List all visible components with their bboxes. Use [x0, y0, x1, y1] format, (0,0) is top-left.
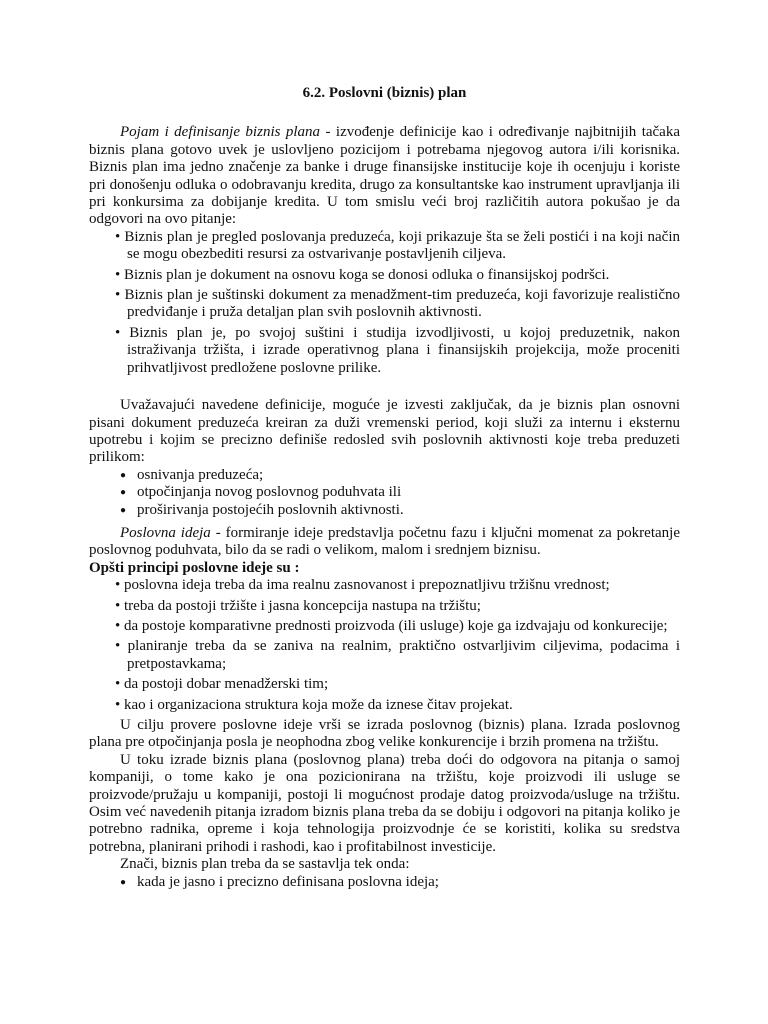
verification-paragraph: U cilju provere poslovne ideje vrši se izrada poslovnog (biznis) plana. Izrada poslovnog plana pre otpočinjanja posla je neophodna zbog velike konkurencije i brzih promena na tržištu.: [89, 717, 680, 751]
list-item: • Biznis plan je dokument na osnovu koga se donosi odluka o finansijskoj podršci.: [115, 266, 610, 283]
definitions-list: [115, 229, 680, 377]
idea-paragraph: [89, 525, 680, 560]
list-item: • planiranje treba da se zaniva na realnim, praktično ostvarljivim ciljevima, podacima i pretpostavkama;: [115, 638, 680, 672]
list-item: • Biznis plan je, po svojoj suštini i studija izvodljivosti, u kojoj preduzetnik, nakon istraživanja tržišta, i izrade operativnog plana i finansijskih projekcija, može proceniti prihvatljivost predložene poslovne prilike.: [115, 324, 680, 376]
process-paragraph: U toku izrade biznis plana (poslovnog plana) treba doći do odgovora na pitanja o samoj kompaniji, o tome kako je ona pozicionirana na tržištu, koje proizvodi ili usluge se proizvode/pružaju u kompaniji, postoji li mogućnost prodaje datog proizvoda/usluge na tržištu. Osim već navedenih pitanja izradom biznis plana treba da se dobiju i odgovori na pitanja koliko je potrebno radnika, opreme i koja tehnologija proizvodnje će se koristiti, kolika su sredstva potrebna, planirani prihodi i rashodi, kao i profitabilnost investicije.: [89, 751, 680, 855]
bullet-icon: ●: [120, 469, 127, 481]
principles-list: [115, 577, 680, 714]
bullet-icon: ●: [120, 876, 127, 888]
section-title: 6.2. Poslovni (biznis) plan: [302, 85, 467, 101]
summary-paragraph: Znači, biznis plan treba da se sastavlja tek onda:: [120, 856, 410, 873]
principles-heading: Opšti principi poslovne ideje su :: [89, 559, 300, 576]
list-item: • Biznis plan je pregled poslovanja preduzeća, koji prikazuje šta se želi postići i na koji način se mogu obezbediti resursi za ostvarivanje postavljenih ciljeva.: [115, 228, 680, 263]
list-item: • poslovna ideja treba da ima realnu zasnovanost i prepoznatljivu tržišnu vrednost;: [115, 577, 610, 594]
list-item: ● osnivanja preduzeća;: [120, 466, 264, 483]
list-item: • treba da postoji tržište i jasna koncepcija nastupa na tržištu;: [115, 597, 481, 614]
list-item: ● kada je jasno i precizno definisana poslovna ideja;: [120, 873, 439, 890]
list-item: • Biznis plan je suštinski dokument za menadžment-tim preduzeća, koji favorizuje realistično predviđanje i pruža detaljan plan svih poslovnih aktivnosti.: [115, 287, 680, 321]
bullet-icon: ●: [120, 487, 127, 499]
idea-text: - formiranje ideje predstavlja početnu fazu i ključni momenat za pokretanje poslovnog poduhvata, bilo da se radi o velikom, malom i srednjem biznisu.: [89, 524, 680, 559]
conditions-list: [117, 874, 680, 891]
idea-lead: Poslovna ideja: [120, 524, 211, 541]
conclusion-paragraph: Uvažavajući navedene definicije, moguće je izvesti zaključak, da je biznis plan osnovni pisani dokument preduzeća kreiran za duži vremenski period, koji služi za internu i eksternu upotrebu i kojim se precizno definiše redosled svih poslovnih aktivnosti koje treba preduzeti prilikom:: [89, 397, 680, 466]
intro-lead: Pojam i definisanje biznis plana: [120, 124, 321, 141]
bullet-icon: ●: [120, 504, 127, 516]
list-item: ● proširivanja postojećih poslovnih aktivnosti.: [120, 501, 404, 518]
list-item: • kao i organizaciona struktura koja može da iznese čitav projekat.: [115, 696, 513, 713]
intro-paragraph: [89, 124, 680, 228]
intro-text: - izvođenje definicije kao i određivanje najbitnijih tačaka biznis plana gotovo uvek je uslovljeno pozicijom i potrebama njegovog autora i/ili korisnika. Biznis plan ima jedno značenje za banke i druge finansijske institucije koje ih ocenjuju i koriste pri donošenju odluka o odobravanju kredita, drugo za konsultantske kao instrument upravljanja ili pri konkursima za dobijanje kredita. U tom smislu veći broj različitih autora pokušao je da odgovori na ovo pitanje:: [89, 124, 680, 228]
list-item: • da postoji dobar menadžerski tim;: [115, 676, 329, 693]
list-item: ● otpočinjanja novog poslovnog poduhvata ili: [120, 484, 402, 501]
list-item: • da postoje komparativne prednosti proizvoda (ili usluge) koje ga izdvajaju od konkurecije;: [115, 617, 668, 634]
occasions-list: [117, 467, 680, 519]
